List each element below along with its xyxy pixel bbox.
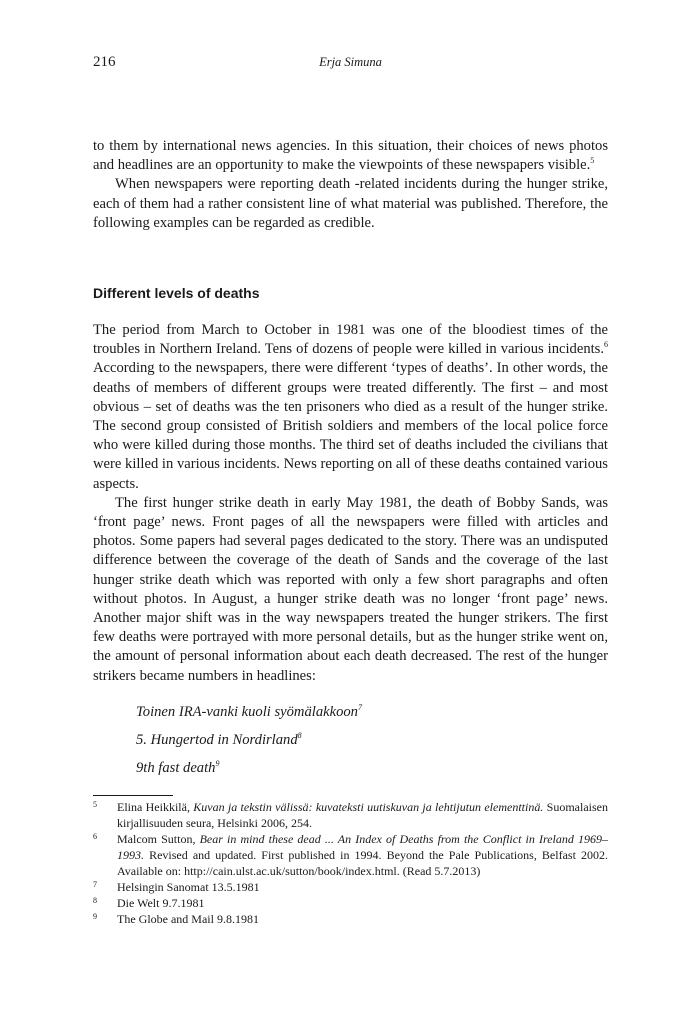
footnote-divider [93, 795, 173, 796]
footnote-ref-5: 5 [590, 156, 595, 166]
section-heading: Different levels of deaths [93, 285, 260, 301]
footnote-8: 8 Die Welt 9.7.1981 [93, 895, 608, 911]
section-paragraph-1: The period from March to October in 1981 was one of the bloodiest times of the troubles in Northern Ireland. Tens of dozens of people were killed in various incidents.$^6$ According to the newspapers, there were different ‘types of deaths’. In other words, the deaths of members of different groups were treated differently. The first – and most obvious – set of deaths was the ten prisoners who died as a result of the hunger strike. The second group consisted of British soldiers and members of the local police force who were killed during those months. The third set of deaths included the civilians that were killed in various incidents. News reporting on all of these deaths contained various aspects. [93, 322, 608, 492]
footnote-7: 7 Helsingin Sanomat 13.5.1981 [93, 879, 608, 895]
footnote-number: 8 [93, 896, 97, 905]
footnote-9: 9 The Globe and Mail 9.8.1981 [93, 911, 608, 927]
intro-paragraph-2: When newspapers were reporting death -related incidents during the hunger strike, each of them had a rather consistent line of what material was published. Therefore, the following examples can be regarded as credible. [93, 176, 608, 231]
footnote-5: 5 Elina Heikkilä, Kuvan ja tekstin välissä: kuvateksti uutiskuvan ja lehtijutun elementtinä. Suomalaisen kirjallisuuden seura, Helsinki 2006, 254. [93, 799, 608, 831]
footnote-ref-7: 7 [357, 703, 362, 712]
footnote-number: 6 [93, 832, 97, 841]
section-text [93, 321, 608, 686]
footnotes [93, 799, 608, 927]
page-number: 216 [93, 54, 116, 70]
running-head-author: Erja Simuna [319, 55, 382, 69]
footnote-number: 9 [93, 912, 97, 921]
headline-examples [136, 703, 362, 787]
footnote-ref-6: 6 [604, 340, 608, 350]
section-paragraph-2: The first hunger strike death in early May 1981, the death of Bobby Sands, was ‘front page’ news. Front pages of all the newspapers were filled with articles and photos. Some papers had several pages dedicated to the story. There was an undisputed difference between the coverage of the death of Sands and the coverage of the last hunger strike death which was reported with only a few short paragraphs and often without photos. In August, a hunger strike death was no longer ‘front page’ news. Another major shift was in the way newspapers treated the hunger strikers. The first few deaths were portrayed with more personal details, but as the hunger strike went on, the amount of personal information about each death decreased. The rest of the hunger strikers became numbers in headlines: [93, 494, 608, 684]
headline-example: Toinen IRA-vanki kuoli syömälakkoon$^7$ [136, 703, 362, 720]
footnote-number: 7 [93, 880, 97, 889]
footnote-number: 5 [93, 800, 97, 809]
headline-example: 9th fast death$^9$ [136, 759, 220, 776]
intro-paragraph-1: to them by international news agencies. In this situation, their choices of news photos and headlines are an opportunity to make the viewpoints of these newspapers visible.$^5$ [93, 138, 608, 174]
headline-example: 5. Hungertod in Nordirland$^8$ [136, 731, 302, 748]
intro-text [93, 137, 608, 233]
footnote-ref-8: 8 [297, 731, 302, 740]
footnote-6: 6 Malcom Sutton, Bear in mind these dead ... An Index of Deaths from the Conflict in Ireland 1969–1993. Revised and updated. First published in 1994. Beyond the Pale Publications, Belfast 2002. Available on: http://cain.ulst.ac.uk/sutton/book/index.html. (Read 5.7.2013) [93, 831, 608, 879]
footnote-ref-9: 9 [215, 759, 220, 768]
page-header [93, 54, 608, 74]
